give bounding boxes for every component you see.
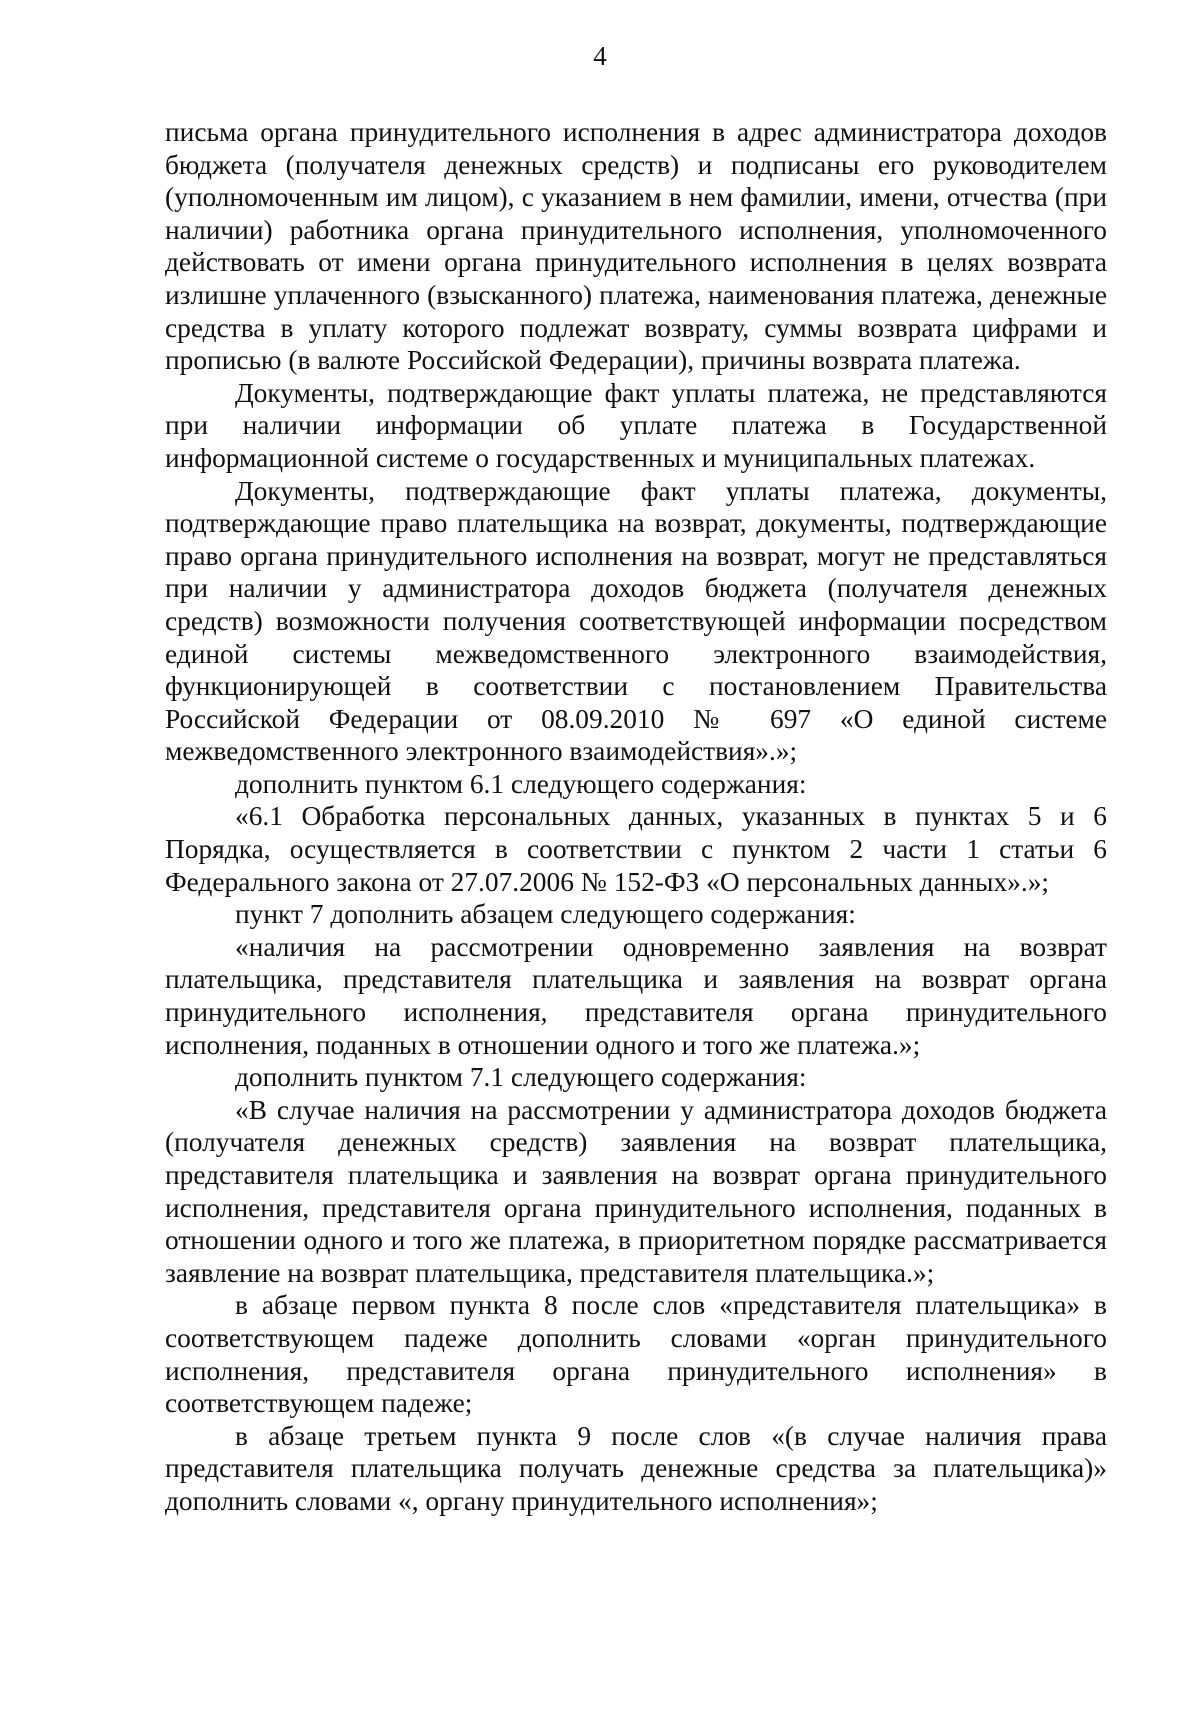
paragraph-point-7-amend: пункт 7 дополнить абзацем следующего содержания:: [235, 899, 856, 930]
page-number: 4: [593, 41, 607, 71]
paragraph-point-7-1-text: «В случае наличия на рассмотрении у администратора доходов бюджета (получателя денежных средств) заявления на возврат плательщика, представителя плательщика и заявления на возврат органа принудительного исполнения, представителя органа принудительного исполнения, поданных в отношении одного и того же платежа, в приоритетном порядке рассматривается заявление на возврат плательщика, представителя плательщика.»;: [165, 1094, 1107, 1288]
paragraph-add-point-6-1: дополнить пунктом 6.1 следующего содержания:: [235, 768, 807, 799]
paragraph-documents-not-required: Документы, подтверждающие факт уплаты платежа, не представляются при наличии информации об уплате платежа в Государственной информационной системе о государственных и муниципальных платежах.: [165, 377, 1107, 473]
paragraph-continuation: письма органа принудительного исполнения в адрес администратора доходов бюджета (получателя денежных средств) и подписаны его руководителем (уполномоченным им лицом), с указанием в нем фамилии, имени, отчества (при наличии) работника органа принудительного исполнения, уполномоченного действовать от имени органа принудительного исполнения в целях возврата излишне уплаченного (взысканного) платежа, наименования платежа, денежные средства в уплату которого подлежат возврату, суммы возврата цифрами и прописью (в валюте Российской Федерации), причины возврата платежа.: [165, 117, 1107, 376]
document-body: [165, 116, 1107, 1518]
paragraph-documents-interagency: Документы, подтверждающие факт уплаты платежа, документы, подтверждающие право плательщика на возврат, документы, подтверждающие право органа принудительного исполнения на возврат, могут не представляться при наличии у администратора доходов бюджета (получателя денежных средств) возможности получения соответствующей информации посредством единой системы межведомственного электронного взаимодействия, функционирующей в соответствии с постановлением Правительства Российской Федерации от 08.09.2010 № 697 «О единой системе межведомственного электронного взаимодействия».»;: [165, 475, 1107, 767]
paragraph-point-9-amend: в абзаце третьем пункта 9 после слов «(в случае наличия права представителя плательщика получать денежные средства за плательщика)» дополнить словами «, органу принудительного исполнения»;: [165, 1420, 1107, 1516]
paragraph-point-7-text: «наличия на рассмотрении одновременно заявления на возврат плательщика, представителя плательщика и заявления на возврат органа принудительного исполнения, представителя органа принудительного исполнения, поданных в отношении одного и того же платежа.»;: [165, 931, 1107, 1060]
paragraph-add-point-7-1: дополнить пунктом 7.1 следующего содержания:: [235, 1062, 807, 1093]
paragraph-point-6-1-text: «6.1 Обработка персональных данных, указанных в пунктах 5 и 6 Порядка, осуществляется в соответствии с пунктом 2 части 1 статьи 6 Федерального закона от 27.07.2006 № 152-ФЗ «О персональных данных».»;: [165, 801, 1107, 897]
paragraph-point-8-amend: в абзаце первом пункта 8 после слов «представителя плательщика» в соответствующем падеже дополнить словами «орган принудительного исполнения, представителя органа принудительного исполнения» в соответствующем падеже;: [165, 1290, 1107, 1419]
